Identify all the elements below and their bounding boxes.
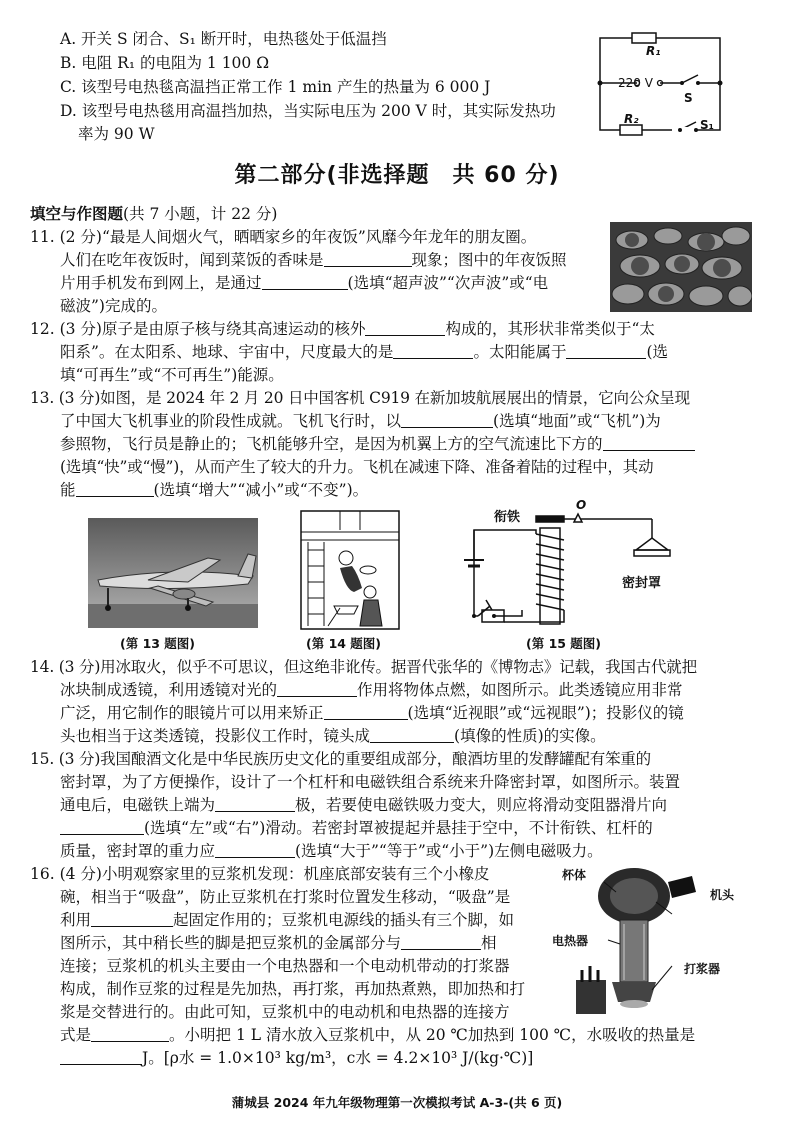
q14-text: 头也相当于这类透镜，投影仪工作时，镜头成 [60,727,371,745]
q16-line4 [60,932,497,954]
q15-text: (选填“左”或“右”)滑动。若密封罩被提起并悬挂于空中，不计衔铁、杠杆的 [144,819,653,837]
q13-blank-2[interactable] [603,434,695,451]
q12-blank-2[interactable] [393,342,473,359]
q16-text: J。[ρ水 = 1.0×10³ kg/m³，c水 = 4.2×10³ J/(kg·℃)] [142,1049,534,1067]
label-cup: 杯体 [562,868,587,882]
q13-line5 [60,479,368,501]
q16-line9 [60,1047,533,1069]
section-title: 填空与作图题 [30,205,124,223]
q13-blank-1[interactable] [401,411,493,428]
q11-text: 现象；图中的年夜饭照 [411,251,567,269]
q16-line8 [60,1024,695,1046]
q15-line1: 15. (3 分)我国酿酒文化是中华民族历史文化的重要组成部分，酿酒坊里的发酵罐配有笨重的 [30,750,651,768]
fig13-airplane-photo [88,518,258,628]
q14-line3 [60,702,684,724]
option-c: C. 该型号电热毯高温挡正常工作 1 min 产生的热量为 6 000 J [60,78,491,96]
option-a: A. 开关 S 闭合、S₁ 断开时，电热毯处于低温挡 [60,30,387,48]
q16-line6: 构成，制作豆浆的过程是先加热，再打浆，再加热煮熟，即加热和打 [60,980,526,998]
q16-blank-1[interactable] [91,910,173,927]
label-s1: S₁ [700,118,714,132]
q12-line2 [60,341,668,363]
q14-text: 作用将物体点燃，如图所示。此类透镜应用非常 [357,681,683,699]
option-b: B. 电阻 R₁ 的电阻为 1 100 Ω [60,54,270,72]
q15-blank-1[interactable] [215,795,295,812]
part-title: 第二部分(非选择题 共 60 分) [234,163,560,188]
label-s: S [684,91,693,105]
q13-text: 能 [60,481,76,499]
q11-line2 [60,249,567,271]
q12-text: 阳系”。在太阳系、地球、宇宙中，尺度最大的是 [60,343,394,361]
q15-text: 极，若要使电磁铁吸力变大，则应将滑动变阻器滑片向 [295,796,668,814]
q14-blank-1[interactable] [277,680,357,697]
q13-text: (选填“增大”“减小”或“不变”)。 [153,481,369,499]
q16-text: 起固定作用的；豆浆机电源线的插头有三个脚，如 [173,911,515,929]
q12-line3: 填“可再生”或“不可再生”)能源。 [60,366,284,384]
label-r2: R₂ [624,112,639,126]
q15-blank-3[interactable] [215,841,295,858]
fig14-caption: (第 14 题图) [306,636,382,651]
q13-line1: 13. (3 分)如图，是 2024 年 2 月 20 日中国客机 C919 在新加坡航展展出的情景，它向公众呈现 [30,389,690,407]
label-head: 机头 [710,888,735,902]
q11-dinner-photo [610,222,752,312]
q16-text: 。小明把 1 L 清水放入豆浆机中，从 20 ℃加热到 100 ℃，水吸收的热量是 [169,1026,696,1044]
q16-line5: 连接；豆浆机的机头主要由一个电热器和一个电动机带动的打浆器 [60,957,510,975]
q16-line3 [60,909,514,931]
q16-line7: 浆是交替进行的。由此可知，豆浆机中的电动机和电热器的连接方 [60,1003,510,1021]
q15-line2: 密封罩，为了方便操作，设计了一个杠杆和电磁铁组合系统来升降密封罩，如图所示。装置 [60,773,681,791]
label-voltage: 220 V [618,76,653,90]
q16-text: 利用 [60,911,92,929]
q15-line4 [60,817,653,839]
q14-line1: 14. (3 分)用冰取火，似乎不可思议，但这绝非讹传。据晋代张华的《博物志》记载，我国古代就把 [30,658,697,676]
q14-blank-3[interactable] [370,726,454,743]
q16-text: 图所示，其中稍长些的脚是把豆浆机的金属部分与 [60,934,402,952]
q15-line3 [60,794,667,816]
q14-line4 [60,725,606,747]
q16-soymilk-machine-photo [572,862,704,1022]
q11-text: 片用手机发布到网上，是通过 [60,274,262,292]
fig15-caption: (第 15 题图) [526,636,602,651]
q12-line1 [30,318,655,340]
fig15-electromagnet-diagram [452,500,702,632]
page-footer: 蒲城县 2024 年九年级物理第一次模拟考试 A-3-(共 6 页) [231,1095,563,1110]
q16-blank-4[interactable] [60,1048,142,1065]
q11-line4: 磁波”)完成的。 [60,297,167,315]
label-r1: R₁ [646,44,661,58]
q12-text: 。太阳能属于 [473,343,567,361]
q13-text: (选填“地面”或“飞机”)为 [493,412,661,430]
q12-blank-1[interactable] [365,319,445,336]
q15-text: (选填“大于”“等于”或“小于”)左侧电磁吸力。 [295,842,603,860]
q11-text: 人们在吃年夜饭时，闻到菜饭的香味是 [60,251,324,269]
q13-line2 [60,410,661,432]
q16-blank-3[interactable] [91,1025,169,1042]
q14-text: 广泛，用它制作的眼镜片可以用来矫正 [60,704,324,722]
q16-text: 相 [481,934,497,952]
q15-text: 通电后，电磁铁上端为 [60,796,216,814]
q13-line4: (选填“快”或“慢”)，从而产生了较大的升力。飞机在减速下降、准备着陆的过程中，其动 [60,458,654,476]
q12-text: 12. (3 分)原子是由原子核与绕其高速运动的核外 [30,320,366,338]
q13-line3 [60,433,695,455]
option-d-line2: 率为 90 W [78,125,155,143]
section-heading [30,202,277,224]
q12-blank-3[interactable] [566,342,646,359]
q11-line3 [60,272,548,294]
q14-text: (填像的性质)的实像。 [454,727,606,745]
q16-line2: 碗，相当于“吸盘”，防止豆浆机在打浆时位置发生移动，“吸盘”是 [60,888,511,906]
label-heater: 电热器 [552,934,589,948]
option-d-line1: D. 该型号电热毯用高温挡加热，当实际电压为 200 V 时，其实际发热功 [60,102,556,120]
q11-text: (选填“超声波”“次声波”或“电 [347,274,549,292]
q12-text: 构成的，其形状非常类似于“太 [445,320,655,338]
label-seal-cover: 密封罩 [622,576,662,591]
q14-blank-2[interactable] [324,703,408,720]
q16-text: 式是 [60,1026,92,1044]
q13-blank-3[interactable] [76,480,154,497]
q14-text: (选填“近视眼”或“远视眼”)；投影仪的镜 [407,704,684,722]
label-pivot: O [576,498,587,512]
fig13-caption: (第 13 题图) [120,636,196,651]
section-note: (共 7 小题，计 22 分) [123,205,278,223]
q11-line1: 11. (2 分)“最是人间烟火气，晒晒家乡的年夜饭”风靡今年龙年的朋友圈。 [30,228,537,246]
label-armature: 衔铁 [494,510,521,525]
q15-line5 [60,840,603,862]
q15-blank-2[interactable] [60,818,144,835]
q13-text: 了中国大飞机事业的阶段性成就。飞机飞行时，以 [60,412,402,430]
q12-text: (选 [646,343,669,361]
q11-blank-2[interactable] [262,273,348,290]
fig14-ice-lens-drawing [300,510,400,630]
label-blender: 打浆器 [684,962,721,976]
q11-blank-1[interactable] [324,250,412,267]
q13-text: 参照物，飞行员是静止的；飞机能够升空，是因为机翼上方的空气流速比下方的 [60,435,603,453]
q14-line2 [60,679,683,701]
q15-text: 质量，密封罩的重力应 [60,842,216,860]
q16-blank-2[interactable] [401,933,481,950]
q16-line1: 16. (4 分)小明观察家里的豆浆机发现：机座底部安装有三个小橡皮 [30,865,490,883]
q14-text: 冰块制成透镜，利用透镜对光的 [60,681,278,699]
